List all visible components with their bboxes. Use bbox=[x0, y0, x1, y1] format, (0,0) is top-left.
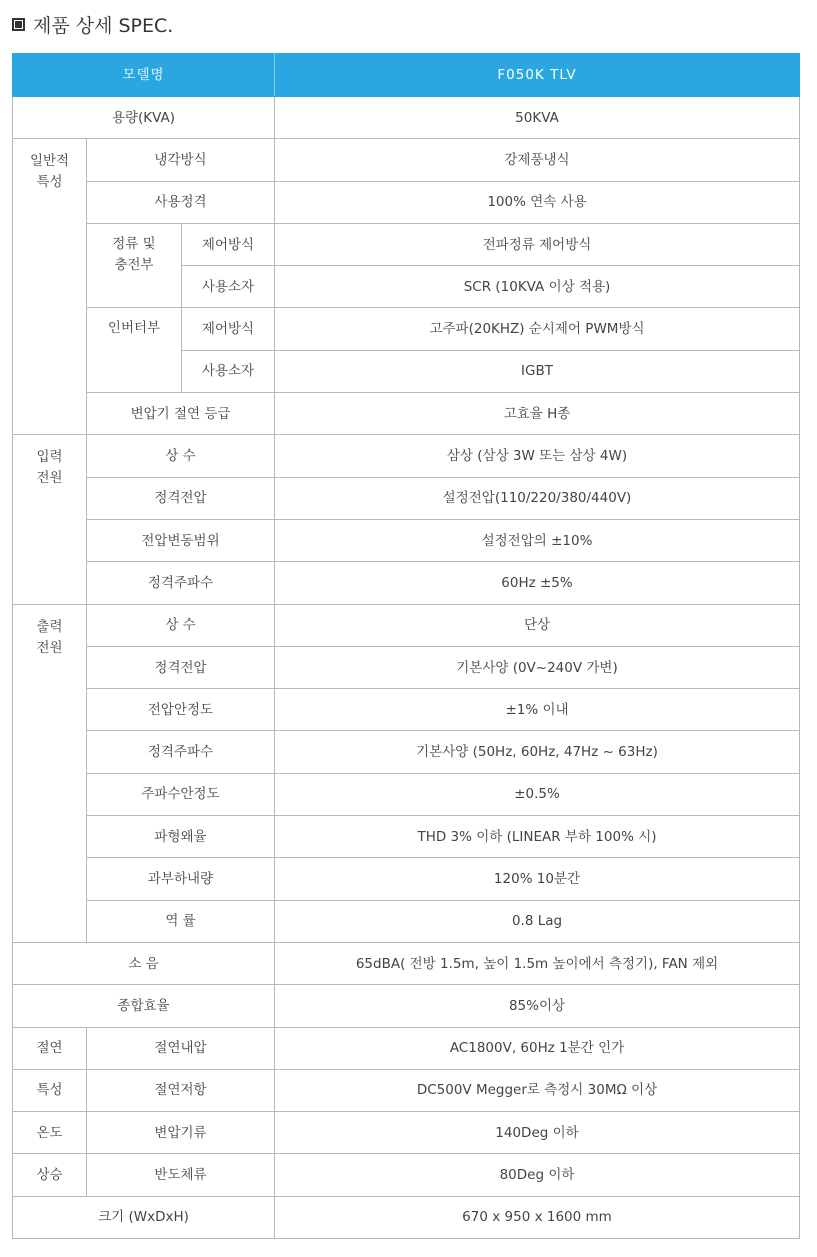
row-value: AC1800V, 60Hz 1분간 인가 bbox=[275, 1027, 800, 1069]
row-label: 역 률 bbox=[87, 900, 275, 942]
table-row bbox=[13, 942, 800, 984]
row-label: 사용소자 bbox=[182, 266, 275, 308]
row-value: 0.8 Lag bbox=[275, 900, 800, 942]
row-value: 120% 10분간 bbox=[275, 858, 800, 900]
group-label-input: 입력 전원 bbox=[13, 435, 87, 604]
row-value: IGBT bbox=[275, 350, 800, 392]
row-value: 60Hz ±5% bbox=[275, 562, 800, 604]
row-label: 냉각방식 bbox=[87, 139, 275, 181]
row-value: 65dBA( 전방 1.5m, 높이 1.5m 높이에서 측정기), FAN 제외 bbox=[275, 942, 800, 984]
row-label: 상 수 bbox=[87, 604, 275, 646]
table-row bbox=[13, 816, 800, 858]
group-label-temperature-1: 온도 bbox=[13, 1112, 87, 1154]
table-row bbox=[13, 689, 800, 731]
table-row bbox=[13, 393, 800, 435]
row-value: 전파정류 제어방식 bbox=[275, 223, 800, 265]
table-row bbox=[13, 308, 800, 350]
table-row bbox=[13, 139, 800, 181]
row-value: 강제풍냉식 bbox=[275, 139, 800, 181]
spec-table bbox=[12, 53, 800, 1239]
row-label: 종합효율 bbox=[13, 985, 275, 1027]
table-row bbox=[13, 435, 800, 477]
row-value: 100% 연속 사용 bbox=[275, 181, 800, 223]
row-label: 파형왜율 bbox=[87, 816, 275, 858]
table-row bbox=[13, 900, 800, 942]
row-label: 절연내압 bbox=[87, 1027, 275, 1069]
table-row bbox=[13, 1154, 800, 1196]
row-label: 제어방식 bbox=[182, 223, 275, 265]
table-row bbox=[13, 646, 800, 688]
row-value: 85%이상 bbox=[275, 985, 800, 1027]
row-label: 정격주파수 bbox=[87, 731, 275, 773]
row-label: 상 수 bbox=[87, 435, 275, 477]
group-label-output: 출력 전원 bbox=[13, 604, 87, 942]
table-row bbox=[13, 223, 800, 265]
row-value: 50KVA bbox=[275, 97, 800, 139]
row-label: 소 음 bbox=[13, 942, 275, 984]
row-label: 변압기류 bbox=[87, 1112, 275, 1154]
model-value: F050K TLV bbox=[275, 54, 800, 97]
row-label: 과부하내량 bbox=[87, 858, 275, 900]
group-label-general: 일반적 특성 bbox=[13, 139, 87, 435]
table-row bbox=[13, 604, 800, 646]
table-row bbox=[13, 731, 800, 773]
row-label: 전압변동범위 bbox=[87, 519, 275, 561]
row-label: 주파수안정도 bbox=[87, 773, 275, 815]
row-value: ±1% 이내 bbox=[275, 689, 800, 731]
page-title bbox=[12, 10, 173, 38]
table-row bbox=[13, 1069, 800, 1111]
page-title-text: 제품 상세 SPEC. bbox=[33, 14, 174, 37]
group-label-temperature-2: 상승 bbox=[13, 1154, 87, 1196]
subgroup-label-rectifier: 정류 및 충전부 bbox=[87, 223, 182, 308]
row-value: 670 x 950 x 1600 mm bbox=[275, 1196, 800, 1238]
row-value: THD 3% 이하 (LINEAR 부하 100% 시) bbox=[275, 816, 800, 858]
row-value: 기본사양 (50Hz, 60Hz, 47Hz ~ 63Hz) bbox=[275, 731, 800, 773]
row-value: ±0.5% bbox=[275, 773, 800, 815]
table-row bbox=[13, 858, 800, 900]
row-label: 변압기 절연 등급 bbox=[87, 393, 275, 435]
row-label: 크기 (WxDxH) bbox=[13, 1196, 275, 1238]
table-row bbox=[13, 97, 800, 139]
table-row bbox=[13, 562, 800, 604]
row-label: 정격전압 bbox=[87, 646, 275, 688]
table-row bbox=[13, 1027, 800, 1069]
row-label: 반도체류 bbox=[87, 1154, 275, 1196]
row-label: 사용소자 bbox=[182, 350, 275, 392]
row-value: 고주파(20KHZ) 순시제어 PWM방식 bbox=[275, 308, 800, 350]
row-value: 140Deg 이하 bbox=[275, 1112, 800, 1154]
table-row bbox=[13, 477, 800, 519]
table-row bbox=[13, 1196, 800, 1238]
row-value: 80Deg 이하 bbox=[275, 1154, 800, 1196]
model-label: 모델명 bbox=[13, 54, 275, 97]
table-row bbox=[13, 519, 800, 561]
row-value: 기본사양 (0V~240V 가변) bbox=[275, 646, 800, 688]
row-label: 정격주파수 bbox=[87, 562, 275, 604]
row-label: 정격전압 bbox=[87, 477, 275, 519]
table-row bbox=[13, 985, 800, 1027]
table-header-row bbox=[13, 54, 800, 97]
table-row bbox=[13, 773, 800, 815]
row-value: 설정전압(110/220/380/440V) bbox=[275, 477, 800, 519]
row-label: 절연저항 bbox=[87, 1069, 275, 1111]
row-label: 전압안정도 bbox=[87, 689, 275, 731]
row-label: 용량(KVA) bbox=[13, 97, 275, 139]
square-bullet-icon bbox=[12, 18, 25, 31]
group-label-insulation-2: 특성 bbox=[13, 1069, 87, 1111]
row-value: DC500V Megger로 측정시 30MΩ 이상 bbox=[275, 1069, 800, 1111]
subgroup-label-inverter: 인버터부 bbox=[87, 308, 182, 393]
row-value: 단상 bbox=[275, 604, 800, 646]
row-value: 고효율 H종 bbox=[275, 393, 800, 435]
row-value: 삼상 (삼상 3W 또는 삼상 4W) bbox=[275, 435, 800, 477]
row-label: 제어방식 bbox=[182, 308, 275, 350]
row-value: 설정전압의 ±10% bbox=[275, 519, 800, 561]
row-value: SCR (10KVA 이상 적용) bbox=[275, 266, 800, 308]
row-label: 사용정격 bbox=[87, 181, 275, 223]
group-label-insulation-1: 절연 bbox=[13, 1027, 87, 1069]
table-row bbox=[13, 1112, 800, 1154]
table-row bbox=[13, 181, 800, 223]
